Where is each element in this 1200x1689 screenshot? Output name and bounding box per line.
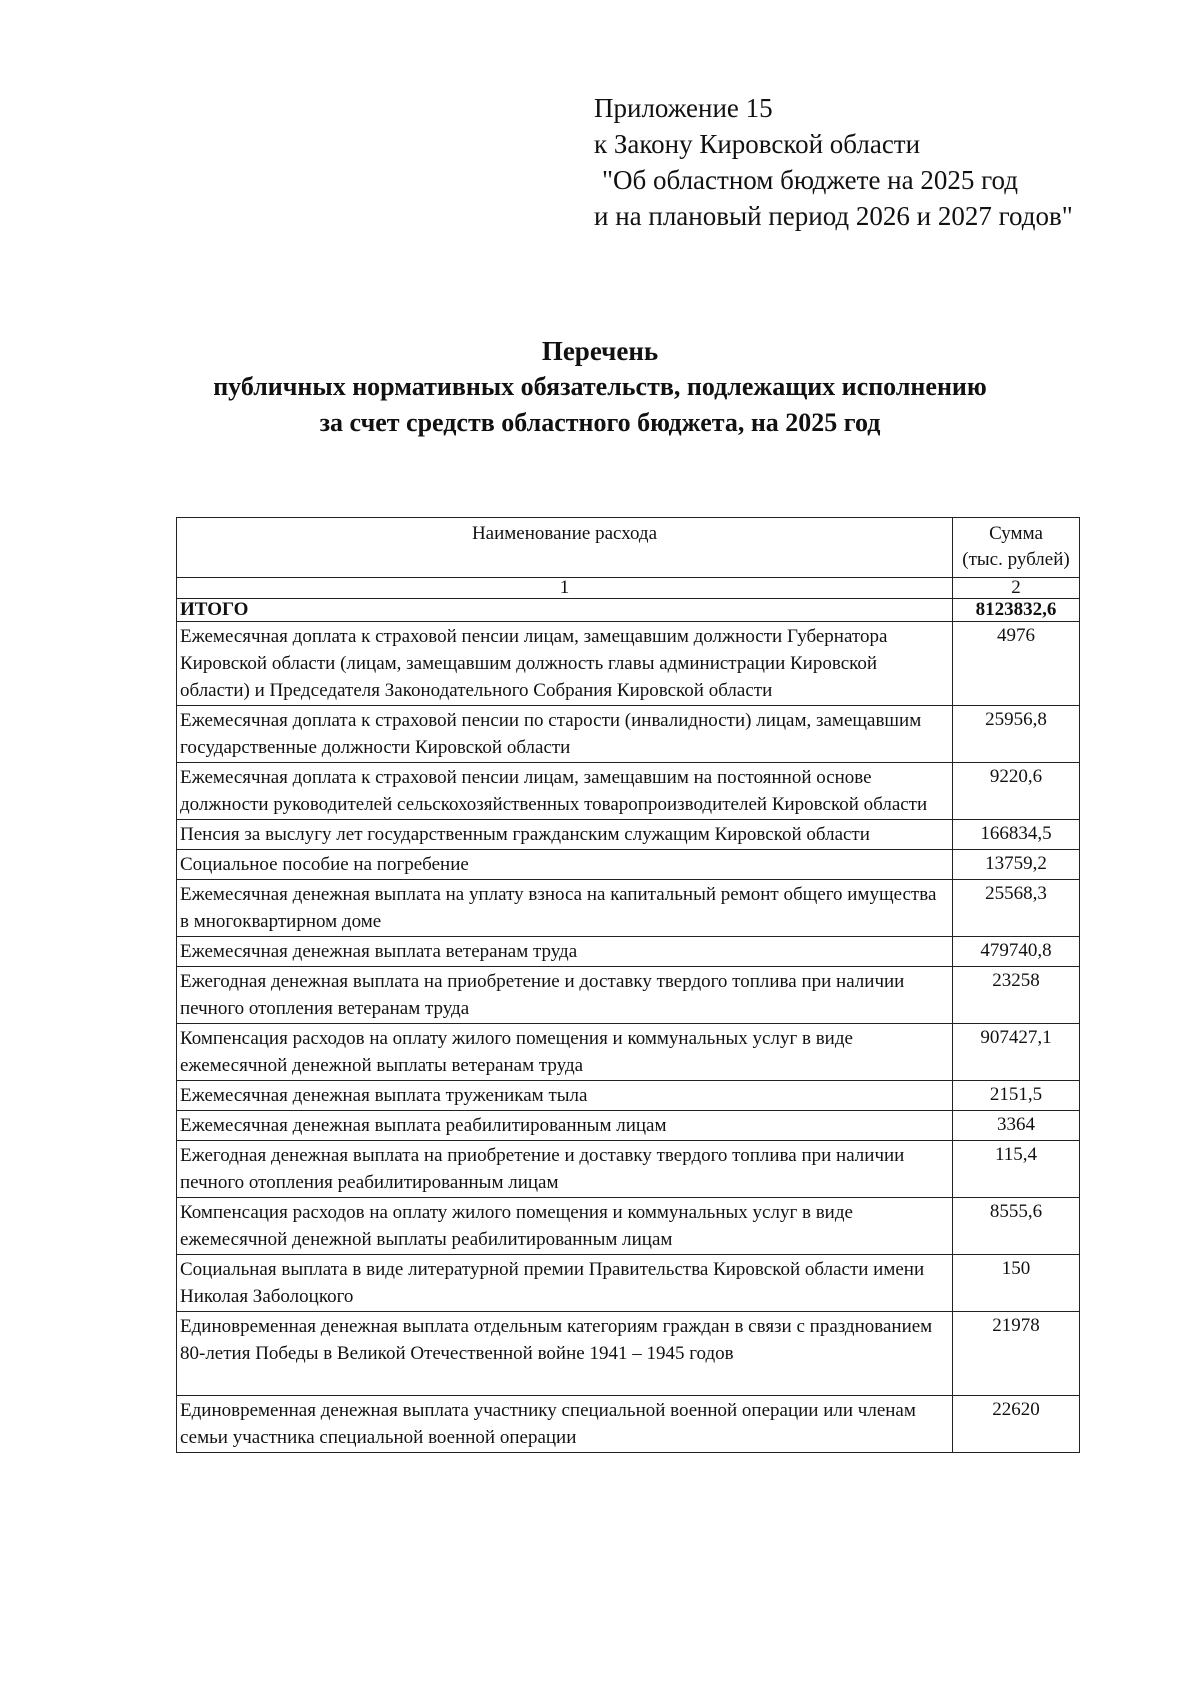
- header-sum: [953, 518, 1080, 578]
- expense-amount: 479740,8: [953, 937, 1080, 967]
- table-row: [177, 880, 1080, 937]
- expense-amount: 166834,5: [953, 820, 1080, 850]
- total-label: ИТОГО: [177, 599, 953, 622]
- table-row: [177, 967, 1080, 1024]
- column-number-2: 2: [953, 578, 1080, 599]
- expense-name: Ежемесячная доплата к страховой пенсии лицам, замещавшим на постоянной основе должности руководителей сельскохозяйственных товаропроизводителей Кировской области: [177, 763, 953, 820]
- header-sum-line-2: (тыс. рублей): [962, 549, 1070, 570]
- expense-name: Компенсация расходов на оплату жилого помещения и коммунальных услуг в виде ежемесячной денежной выплаты реабилитированным лицам: [177, 1198, 953, 1255]
- expense-name: Ежемесячная доплата к страховой пенсии лицам, замещавшим должности Губернатора Кировской области (лицам, замещавшим должность главы администрации Кировской области) и Председателя Законодательного Собрания Кировской области: [177, 622, 953, 706]
- expense-name: Ежемесячная денежная выплата на уплату взноса на капитальный ремонт общего имущества в многоквартирном доме: [177, 880, 953, 937]
- document-heading: [0, 333, 1200, 441]
- table-row: [177, 622, 1080, 706]
- expense-amount: 13759,2: [953, 850, 1080, 880]
- expense-name: Ежегодная денежная выплата на приобретение и доставку твердого топлива при наличии печного отопления реабилитированным лицам: [177, 1141, 953, 1198]
- expense-amount: 4976: [953, 622, 1080, 706]
- expense-name: Ежемесячная доплата к страховой пенсии по старости (инвалидности) лицам, замещавшим государственные должности Кировской области: [177, 706, 953, 763]
- table-row: [177, 763, 1080, 820]
- table-row: [177, 1081, 1080, 1111]
- table-row: [177, 1024, 1080, 1081]
- expense-name: Единовременная денежная выплата отдельным категориям граждан в связи с празднованием 80-летия Победы в Великой Отечественной войне 1941 – 1945 годов: [177, 1312, 953, 1396]
- expense-amount: 150: [953, 1255, 1080, 1312]
- expense-amount: 25568,3: [953, 880, 1080, 937]
- expense-name: Ежемесячная денежная выплата реабилитированным лицам: [177, 1111, 953, 1141]
- expense-amount: 9220,6: [953, 763, 1080, 820]
- header-sum-line-1: Сумма: [989, 523, 1043, 544]
- expense-amount: 3364: [953, 1111, 1080, 1141]
- table-row: [177, 1198, 1080, 1255]
- appendix-line-3: "Об областном бюджете на 2025 год: [602, 165, 1018, 195]
- column-number-1: 1: [177, 578, 953, 599]
- expense-name: Ежемесячная денежная выплата ветеранам труда: [177, 937, 953, 967]
- heading-title: Перечень: [541, 336, 659, 366]
- heading-line-2: публичных нормативных обязательств, подлежащих исполнению: [213, 372, 987, 401]
- appendix-block: [594, 90, 1073, 234]
- table-row: [177, 706, 1080, 763]
- header-name: Наименование расхода: [177, 518, 953, 578]
- table-header-row: [177, 518, 1080, 578]
- total-row: [177, 599, 1080, 622]
- total-value: 8123832,6: [953, 599, 1080, 622]
- row-spacer: [180, 1367, 949, 1394]
- table-row: [177, 1141, 1080, 1198]
- heading-line-3: за счет средств областного бюджета, на 2025 год: [319, 408, 881, 437]
- expense-amount: 22620: [953, 1396, 1080, 1453]
- expense-name: Ежемесячная денежная выплата труженикам тыла: [177, 1081, 953, 1111]
- expense-amount: 8555,6: [953, 1198, 1080, 1255]
- table-row: [177, 1255, 1080, 1312]
- column-number-row: [177, 578, 1080, 599]
- expense-name: Ежегодная денежная выплата на приобретение и доставку твердого топлива при наличии печного отопления ветеранам труда: [177, 967, 953, 1024]
- expense-amount: 2151,5: [953, 1081, 1080, 1111]
- table-row: [177, 820, 1080, 850]
- expense-name: Компенсация расходов на оплату жилого помещения и коммунальных услуг в виде ежемесячной денежной выплаты ветеранам труда: [177, 1024, 953, 1081]
- expense-amount: 21978: [953, 1312, 1080, 1396]
- table-row: [177, 1111, 1080, 1141]
- appendix-line-1: Приложение 15: [594, 93, 773, 123]
- table-row: [177, 1396, 1080, 1453]
- expense-amount: 23258: [953, 967, 1080, 1024]
- expense-amount: 25956,8: [953, 706, 1080, 763]
- expense-name: Социальная выплата в виде литературной премии Правительства Кировской области имени Николая Заболоцкого: [177, 1255, 953, 1312]
- table-row: [177, 937, 1080, 967]
- obligations-table: [176, 517, 1080, 1453]
- appendix-line-2: к Закону Кировской области: [594, 129, 921, 159]
- expense-amount: 907427,1: [953, 1024, 1080, 1081]
- appendix-line-4: и на плановый период 2026 и 2027 годов": [594, 201, 1073, 231]
- expense-amount: 115,4: [953, 1141, 1080, 1198]
- table-row: [177, 850, 1080, 880]
- table-row: [177, 1312, 1080, 1396]
- expense-name: Единовременная денежная выплата участнику специальной военной операции или членам семьи участника специальной военной операции: [177, 1396, 953, 1453]
- expense-name: Социальное пособие на погребение: [177, 850, 953, 880]
- expense-name: Пенсия за выслугу лет государственным гражданским служащим Кировской области: [177, 820, 953, 850]
